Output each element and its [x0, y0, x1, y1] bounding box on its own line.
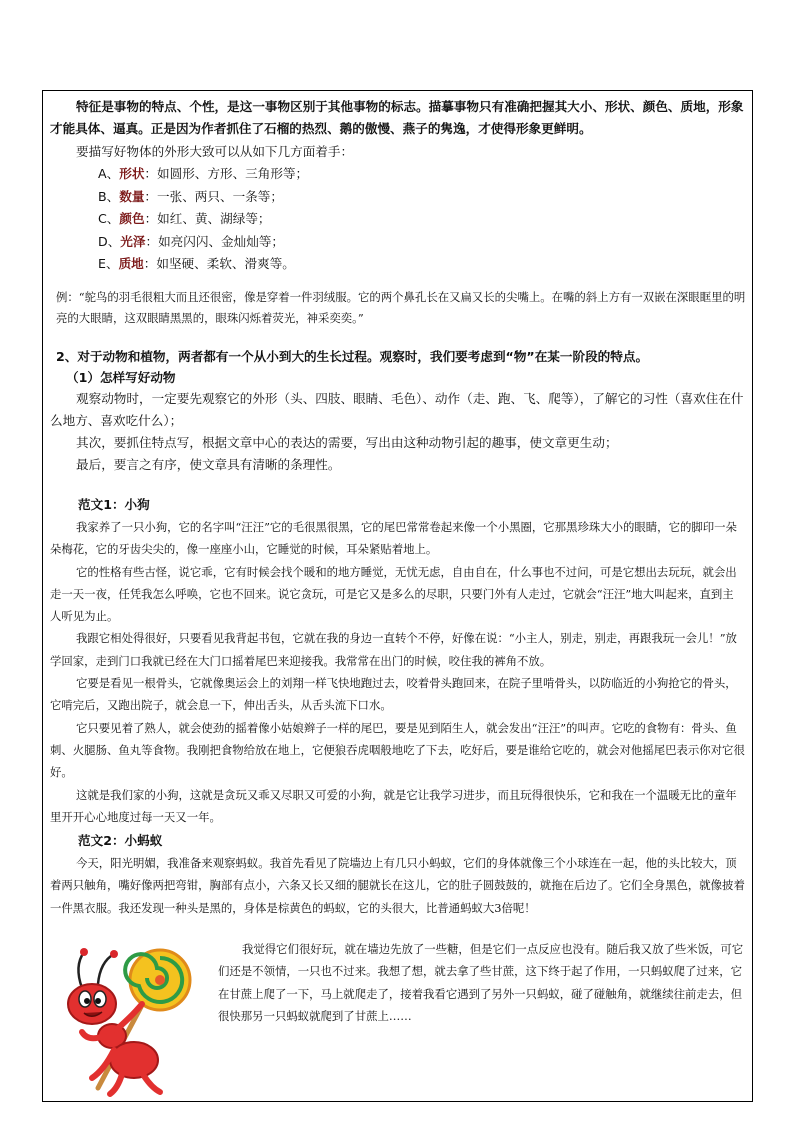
essay2-title: 范文2：小蚂蚁	[78, 833, 163, 848]
essay1-body	[50, 516, 745, 828]
essay1-paragraph: 它只要见着了熟人，就会使劲的摇着像小姑娘辫子一样的尾巴，要是见到陌生人，就会发出“汪汪”的叫声。它吃的食物有：骨头、鱼刺、火腿肠、鱼丸等食物。我刚把食物给放在地上，它便狼吞虎咽般地吃了下去，吃好后，要是谁给它吃的，就会对他摇尾巴表示你对它很好。	[50, 720, 745, 780]
feature-item: E、质地：如坚硬、柔软、滑爽等。	[98, 256, 295, 271]
essay1-paragraph: 这就是我们家的小狗，这就是贪玩又乖又尽职又可爱的小狗，就是它让我学习进步，而且玩得很快乐，它和我在一个温暖无比的童年里开开心心地度过每一天又一年。	[50, 787, 737, 824]
ostrich-example: 例：“鸵鸟的羽毛很粗大而且还很密，像是穿着一件羽绒服。它的两个鼻孔长在又扁又长的尖嘴上。在嘴的斜上方有一双嵌在深眼眶里的明亮的大眼睛，这双眼睛黑黑的，眼珠闪烁着荧光，神采奕奕。”	[56, 290, 746, 325]
ant-illustration	[52, 938, 212, 1098]
feature-item: D、光泽：如亮闪闪、金灿灿等；	[98, 233, 285, 249]
section2-para2: 其次，要抓住特点写，根据文章中心的表达的需要，写出由这种动物引起的趣事，使文章更生动；	[76, 435, 618, 450]
feature-item: C、颜色：如红、黄、湖绿等；	[98, 211, 271, 226]
essay1-paragraph: 它的性格有些古怪，说它乖，它有时候会找个暖和的地方睡觉，无忧无虑，自由自在，什么事也不过问，可是它想出去玩玩，就会出走一天一夜，任凭我怎么呼唤，它也不回来。说它贪玩，可是它又是多么的尽职，只要门外有人走过，它就会“汪汪”地大叫起来，直到主人听见为止。	[50, 564, 737, 624]
feature-item: B、数量：一张、两只、一条等；	[98, 188, 283, 204]
essay1-paragraph: 我跟它相处得很好，只要看见我背起书包，它就在我的身边一直转个不停，好像在说：“小主人，别走，别走，再跟我玩一会儿！”放学回家，走到门口我就已经在大门口摇着尾巴来迎接我。我常常在出门的时候，咬住我的裤角不放。	[50, 631, 737, 668]
essay1-paragraph: 它要是看见一根骨头，它就像奥运会上的刘翔一样飞快地跑过去，咬着骨头跑回来，在院子里啃骨头，以防临近的小狗抢它的骨头，它啃完后，又跑出院子，就会息一下，伸出舌头，从舌头流下口水。	[50, 676, 737, 713]
essay2-body	[50, 852, 745, 919]
section2-heading: 2、对于动物和植物，两者都有一个从小到大的生长过程。观察时，我们要考虑到“物”在某一阶段的特点。	[56, 349, 649, 364]
essay2-paragraph-wrapped: 我觉得它们很好玩，就在墙边先放了一些糖，但是它们一点反应也没有。随后我又放了些米饭，可它们还是不领情，一只也不过来。我想了想，就去拿了些甘蔗，这下终于起了作用，一只蚂蚁爬了过来，它在甘蔗上爬了一下，马上就爬走了，接着我看它遇到了另外一只蚂蚁，碰了碰触角，就继续往前走去，但很快那另一只蚂蚁就爬到了甘蔗上……	[218, 942, 744, 1023]
outline-intro: 要描写好物体的外形大致可以从如下几方面着手：	[76, 144, 354, 159]
section2-para1: 观察动物时，一定要先观察它的外形（头、四肢、眼睛、毛色）、动作（走、跑、飞、爬等），了解它的习性（喜欢住在什么地方、喜欢吃什么）；	[50, 391, 744, 428]
section2-para3: 最后，要言之有序，使文章具有清晰的条理性。	[76, 457, 341, 472]
feature-list	[98, 163, 308, 276]
intro-text: 特征是事物的特点、个性，是这一事物区别于其他事物的标志。描摹事物只有准确把握其大小、形状、颜色、质地，形象才能具体、逼真。正是因为作者抓住了石榴的热烈、鹅的傲慢、燕子的隽逸，才使得形象更鲜明。	[50, 99, 744, 136]
intro-paragraph	[50, 96, 745, 140]
feature-item: A、形状：如圆形、方形、三角形等；	[98, 166, 309, 181]
section2-subheading: （1）怎样写好动物	[66, 370, 176, 385]
essay1-paragraph: 我家养了一只小狗，它的名字叫“汪汪”它的毛很黑很黑，它的尾巴常常卷起来像一个小黑圈，它那黑珍珠大小的眼睛，它的脚印一朵朵梅花，它的牙齿尖尖的，像一座座小山，它睡觉的时候，耳朵紧贴着地上。	[50, 520, 737, 557]
essay2-paragraph: 今天，阳光明媚，我准备来观察蚂蚁。我首先看见了院墙边上有几只小蚂蚁，它们的身体就像三个小球连在一起，他的头比较大，顶着两只触角，嘴好像两把弯钳，胸部有点小，六条又长又细的腿就长在这儿，它的肚子圆鼓鼓的，就拖在后边了。它们全身黑色，就像披着一件黑衣服。我还发现一种头是黑的，身体是棕黄色的蚂蚁，它的头很大，比普通蚂蚁大3倍呢！	[50, 856, 745, 915]
essay1-title: 范文1：小狗	[78, 497, 150, 512]
